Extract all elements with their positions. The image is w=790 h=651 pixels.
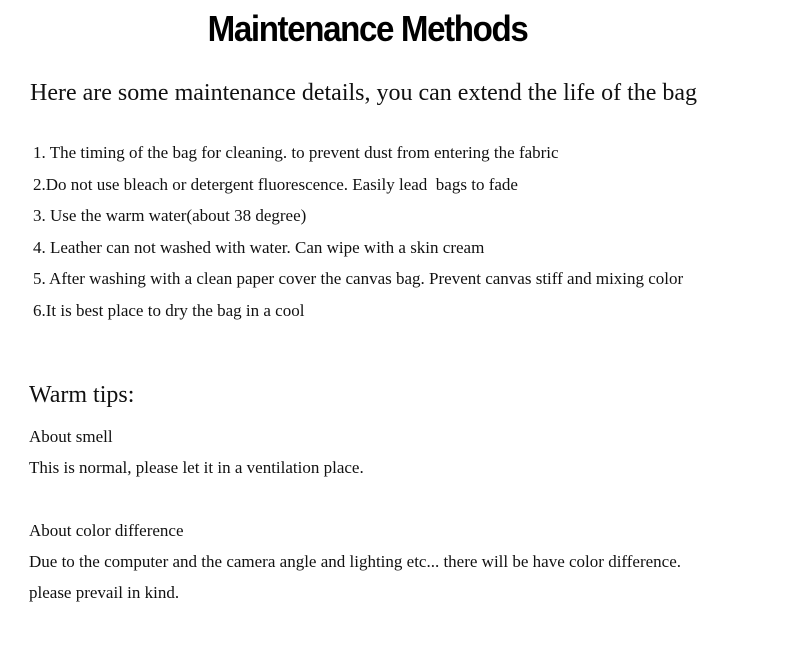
- tip-smell-text: This is normal, please let it in a ventilation place.: [29, 458, 364, 477]
- tip-smell-title: About smell: [29, 427, 113, 446]
- intro-text: Here are some maintenance details, you can extend the life of the bag: [30, 80, 698, 106]
- step-item: 2.Do not use bleach or detergent fluorescence. Easily lead bags to fade: [33, 174, 518, 194]
- warm-tips-heading: Warm tips:: [29, 382, 135, 408]
- maintenance-steps-list: [33, 137, 683, 327]
- step-item: 4. Leather can not washed with water. Can wipe with a skin cream: [33, 237, 485, 257]
- step-item: 1. The timing of the bag for cleaning. to prevent dust from entering the fabric: [33, 143, 559, 162]
- tip-color-difference: [29, 515, 681, 608]
- tip-color-text-2: please prevail in kind.: [29, 583, 180, 602]
- tip-smell: [29, 421, 364, 483]
- tip-color-title: About color difference: [29, 521, 184, 540]
- tip-color-text: Due to the computer and the camera angle and lighting etc... there will be have color difference.: [29, 552, 682, 571]
- step-item: 5. After washing with a clean paper cover the canvas bag. Prevent canvas stiff and mixing color: [33, 269, 684, 289]
- step-item: 3. Use the warm water(about 38 degree): [33, 206, 307, 226]
- step-item: 6.It is best place to dry the bag in a cool: [33, 300, 305, 320]
- page-title: Maintenance Methods: [207, 8, 528, 49]
